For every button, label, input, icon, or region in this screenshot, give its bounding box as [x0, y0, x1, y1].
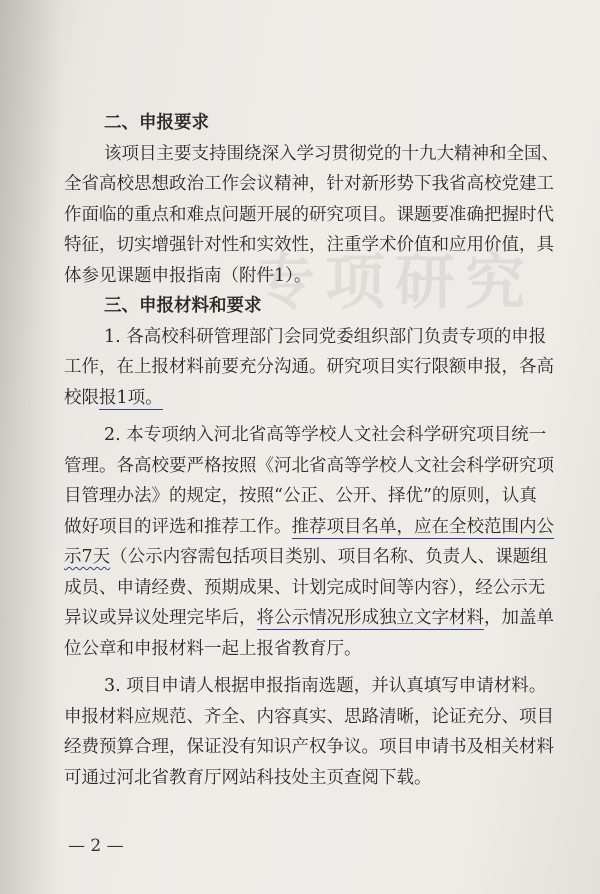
item2-line: 成员、申请经费、预期成果、计划完成时间等内容），经公示无 — [64, 577, 546, 598]
item2-text: 做好项目的评选和推荐工作。 — [64, 516, 292, 537]
document-body — [64, 108, 584, 793]
item1-line: 工作，在上报材料前要充分沟通。研究项目实行限额申报，各高 — [64, 357, 554, 377]
item3-line: 可通过河北省教育厅网站科技处主页查阅下载。 — [64, 767, 432, 788]
page-number: — 2 — — [68, 836, 124, 856]
paragraph-line: 体参见课题申报指南（附件1）。 — [64, 265, 312, 286]
item2-line: 目管理办法》的规定，按照“公正、公开、择优”的原则，认真 — [64, 486, 537, 506]
paragraph-line: 全省高校思想政治工作会议精神，针对新形势下我省高校党建工 — [64, 174, 554, 194]
item1-line: 1. 各高校科研管理部门会同党委组织部门负责专项的申报 — [104, 326, 547, 347]
item2-text: （公示内容需包括项目类别、项目名称、负责人、课题组 — [110, 547, 548, 567]
item2-line — [64, 603, 584, 634]
item3-line: 经费预算合理，保证没有知识产权争议。项目申请书及相关材料 — [64, 737, 554, 757]
item1-line — [64, 383, 584, 414]
paragraph-line: 特征，切实增强针对性和实效性，注重学术价值和应用价值，具 — [64, 235, 554, 255]
item2-line: 管理。各高校要严格按照《河北省高等学校人文社会科学研究项 — [64, 455, 554, 476]
item2-text: 异议或异议处理完毕后， — [64, 608, 257, 628]
paragraph-line: 该项目主要支持围绕深入学习贯彻党的十九大精神和全国、 — [104, 143, 559, 164]
item3-line: 申报材料应规范、齐全、内容真实、思路清晰，论证充分、项目 — [64, 706, 554, 727]
item2-line — [64, 512, 584, 543]
item2-line — [64, 542, 584, 573]
section-heading-2: 二、申报要求 — [104, 113, 209, 133]
underlined-publicity: 推荐项目名单，应在全校范围内公 — [291, 516, 554, 537]
item3-line: 3. 项目申请人根据申报指南选题，并认真填写申请材料。 — [104, 676, 547, 696]
underlined-materials: 将公示情况形成独立文字材料 — [256, 608, 484, 628]
bleed-through-text: 专项研究 — [255, 248, 535, 318]
underlined-quota: 报1项。 — [99, 387, 163, 408]
paragraph-line: 作面临的重点和难点问题开展的研究项目。课题要准确把握时代 — [64, 204, 554, 225]
item2-line: 2. 本专项纳入河北省高等学校人文社会科学研究项目统一 — [104, 425, 547, 445]
item1-text: 校限 — [64, 387, 99, 408]
page-shadow — [0, 0, 60, 894]
underlined-publicity-days: 示7天 — [64, 547, 111, 567]
item2-text: ，加盖单 — [484, 608, 554, 628]
item2-line: 位公章和申报材料一起上报省教育厅。 — [64, 638, 362, 659]
section-heading-3: 三、申报材料和要求 — [104, 296, 262, 316]
